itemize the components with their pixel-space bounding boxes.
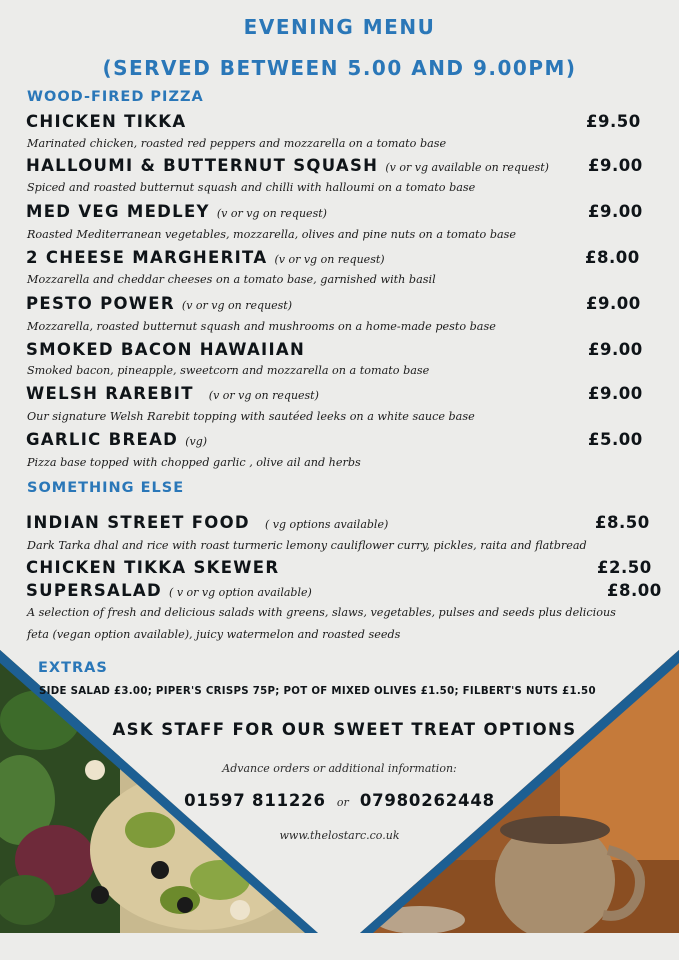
section-heading-extras: EXTRAS bbox=[38, 660, 108, 676]
menu-item-price: £9.50 bbox=[586, 112, 641, 131]
website-link[interactable]: www.thelostarc.co.uk bbox=[279, 829, 400, 842]
menu-item-description: Marinated chicken, roasted red peppers and mozzarella on a tomato base bbox=[27, 137, 447, 150]
menu-item-description: Roasted Mediterranean vegetables, mozzarella, olives and pine nuts on a tomato base bbox=[27, 228, 517, 241]
menu-item-name: SMOKED BACON HAWAIIAN bbox=[26, 340, 306, 359]
menu-subtitle: (SERVED BETWEEN 5.00 AND 9.00PM) bbox=[102, 56, 577, 80]
menu-item-name: 2 CHEESE MARGHERITA (v or vg on request) bbox=[26, 248, 385, 267]
or-text: or bbox=[336, 796, 349, 809]
menu-item-description-continued: feta (vegan option available), juicy watermelon and roasted seeds bbox=[27, 628, 401, 641]
menu-item-price: £9.00 bbox=[586, 294, 641, 313]
mug-photo bbox=[340, 640, 679, 940]
menu-item-note: (vg) bbox=[185, 435, 208, 448]
menu-item-name: CHICKEN TIKKA SKEWER bbox=[26, 558, 280, 577]
menu-item-description: Dark Tarka dhal and rice with roast turmeric lemony cauliflower curry, pickles, raita and flatbread bbox=[27, 539, 587, 552]
menu-item-note: (v or vg on request) bbox=[216, 207, 327, 220]
menu-item-note: (v or vg on request) bbox=[274, 253, 385, 266]
menu-item-name: PESTO POWER (v or vg on request) bbox=[26, 294, 293, 313]
sweet-treat-notice: ASK STAFF FOR OUR SWEET TREAT OPTIONS bbox=[112, 720, 577, 739]
menu-item-note: (v or vg available on request) bbox=[385, 161, 549, 174]
menu-item-name: CHICKEN TIKKA bbox=[26, 112, 187, 131]
menu-item-name: HALLOUMI & BUTTERNUT SQUASH (v or vg available on request) bbox=[26, 156, 549, 175]
menu-item-price: £9.00 bbox=[588, 202, 643, 221]
menu-item-price: £9.00 bbox=[588, 156, 643, 175]
advance-orders-text: Advance orders or additional information: bbox=[222, 762, 457, 775]
menu-item-description: Our signature Welsh Rarebit topping with sautéed leeks on a white sauce base bbox=[27, 410, 475, 423]
phone-number-2[interactable]: 07980262448 bbox=[359, 791, 495, 810]
menu-item-price: £8.50 bbox=[595, 513, 650, 532]
menu-item-name: WELSH RAREBIT (v or vg on request) bbox=[26, 384, 319, 403]
phone-number-1[interactable]: 01597 811226 bbox=[184, 791, 326, 810]
menu-item-note: (v or vg on request) bbox=[208, 389, 319, 402]
menu-item-description: Pizza base topped with chopped garlic , olive ail and herbs bbox=[27, 456, 361, 469]
menu-item-description: A selection of fresh and delicious salads with greens, slaws, vegetables, pulses and seeds plus delicious bbox=[27, 606, 616, 619]
pizza-photo bbox=[0, 640, 340, 940]
menu-item-name: SUPERSALAD ( v or vg option available) bbox=[26, 581, 312, 600]
menu-item-name: INDIAN STREET FOOD ( vg options available) bbox=[26, 513, 389, 532]
menu-item-price: £9.00 bbox=[588, 384, 643, 403]
section-heading-something-else: SOMETHING ELSE bbox=[27, 480, 185, 496]
menu-item-description: Mozzarella, roasted butternut squash and mushrooms on a home-made pesto base bbox=[27, 320, 496, 333]
menu-title: EVENING MENU bbox=[243, 15, 436, 39]
menu-item-description: Smoked bacon, pineapple, sweetcorn and mozzarella on a tomato base bbox=[27, 364, 430, 377]
menu-item-price: £9.00 bbox=[588, 340, 643, 359]
menu-item-price: £8.00 bbox=[607, 581, 662, 600]
section-heading-pizza: WOOD-FIRED PIZZA bbox=[27, 89, 204, 105]
menu-item-note: ( vg options available) bbox=[264, 518, 389, 531]
menu-item-price: £5.00 bbox=[588, 430, 643, 449]
extras-list: SIDE SALAD £3.00; PIPER'S CRISPS 75P; POT OF MIXED OLIVES £1.50; FILBERT'S NUTS £1.50 bbox=[39, 686, 596, 697]
menu-item-note: ( v or vg option available) bbox=[169, 586, 312, 599]
menu-item-name: MED VEG MEDLEY (v or vg on request) bbox=[26, 202, 327, 221]
menu-item-note: (v or vg on request) bbox=[181, 299, 293, 312]
menu-item-description: Spiced and roasted butternut squash and chilli with halloumi on a tomato base bbox=[27, 181, 476, 194]
menu-item-name: GARLIC BREAD (vg) bbox=[26, 430, 208, 449]
menu-item-price: £8.00 bbox=[585, 248, 640, 267]
menu-item-description: Mozzarella and cheddar cheeses on a tomato base, garnished with basil bbox=[27, 273, 436, 286]
phone-numbers bbox=[0, 791, 679, 810]
menu-item-price: £2.50 bbox=[597, 558, 652, 577]
